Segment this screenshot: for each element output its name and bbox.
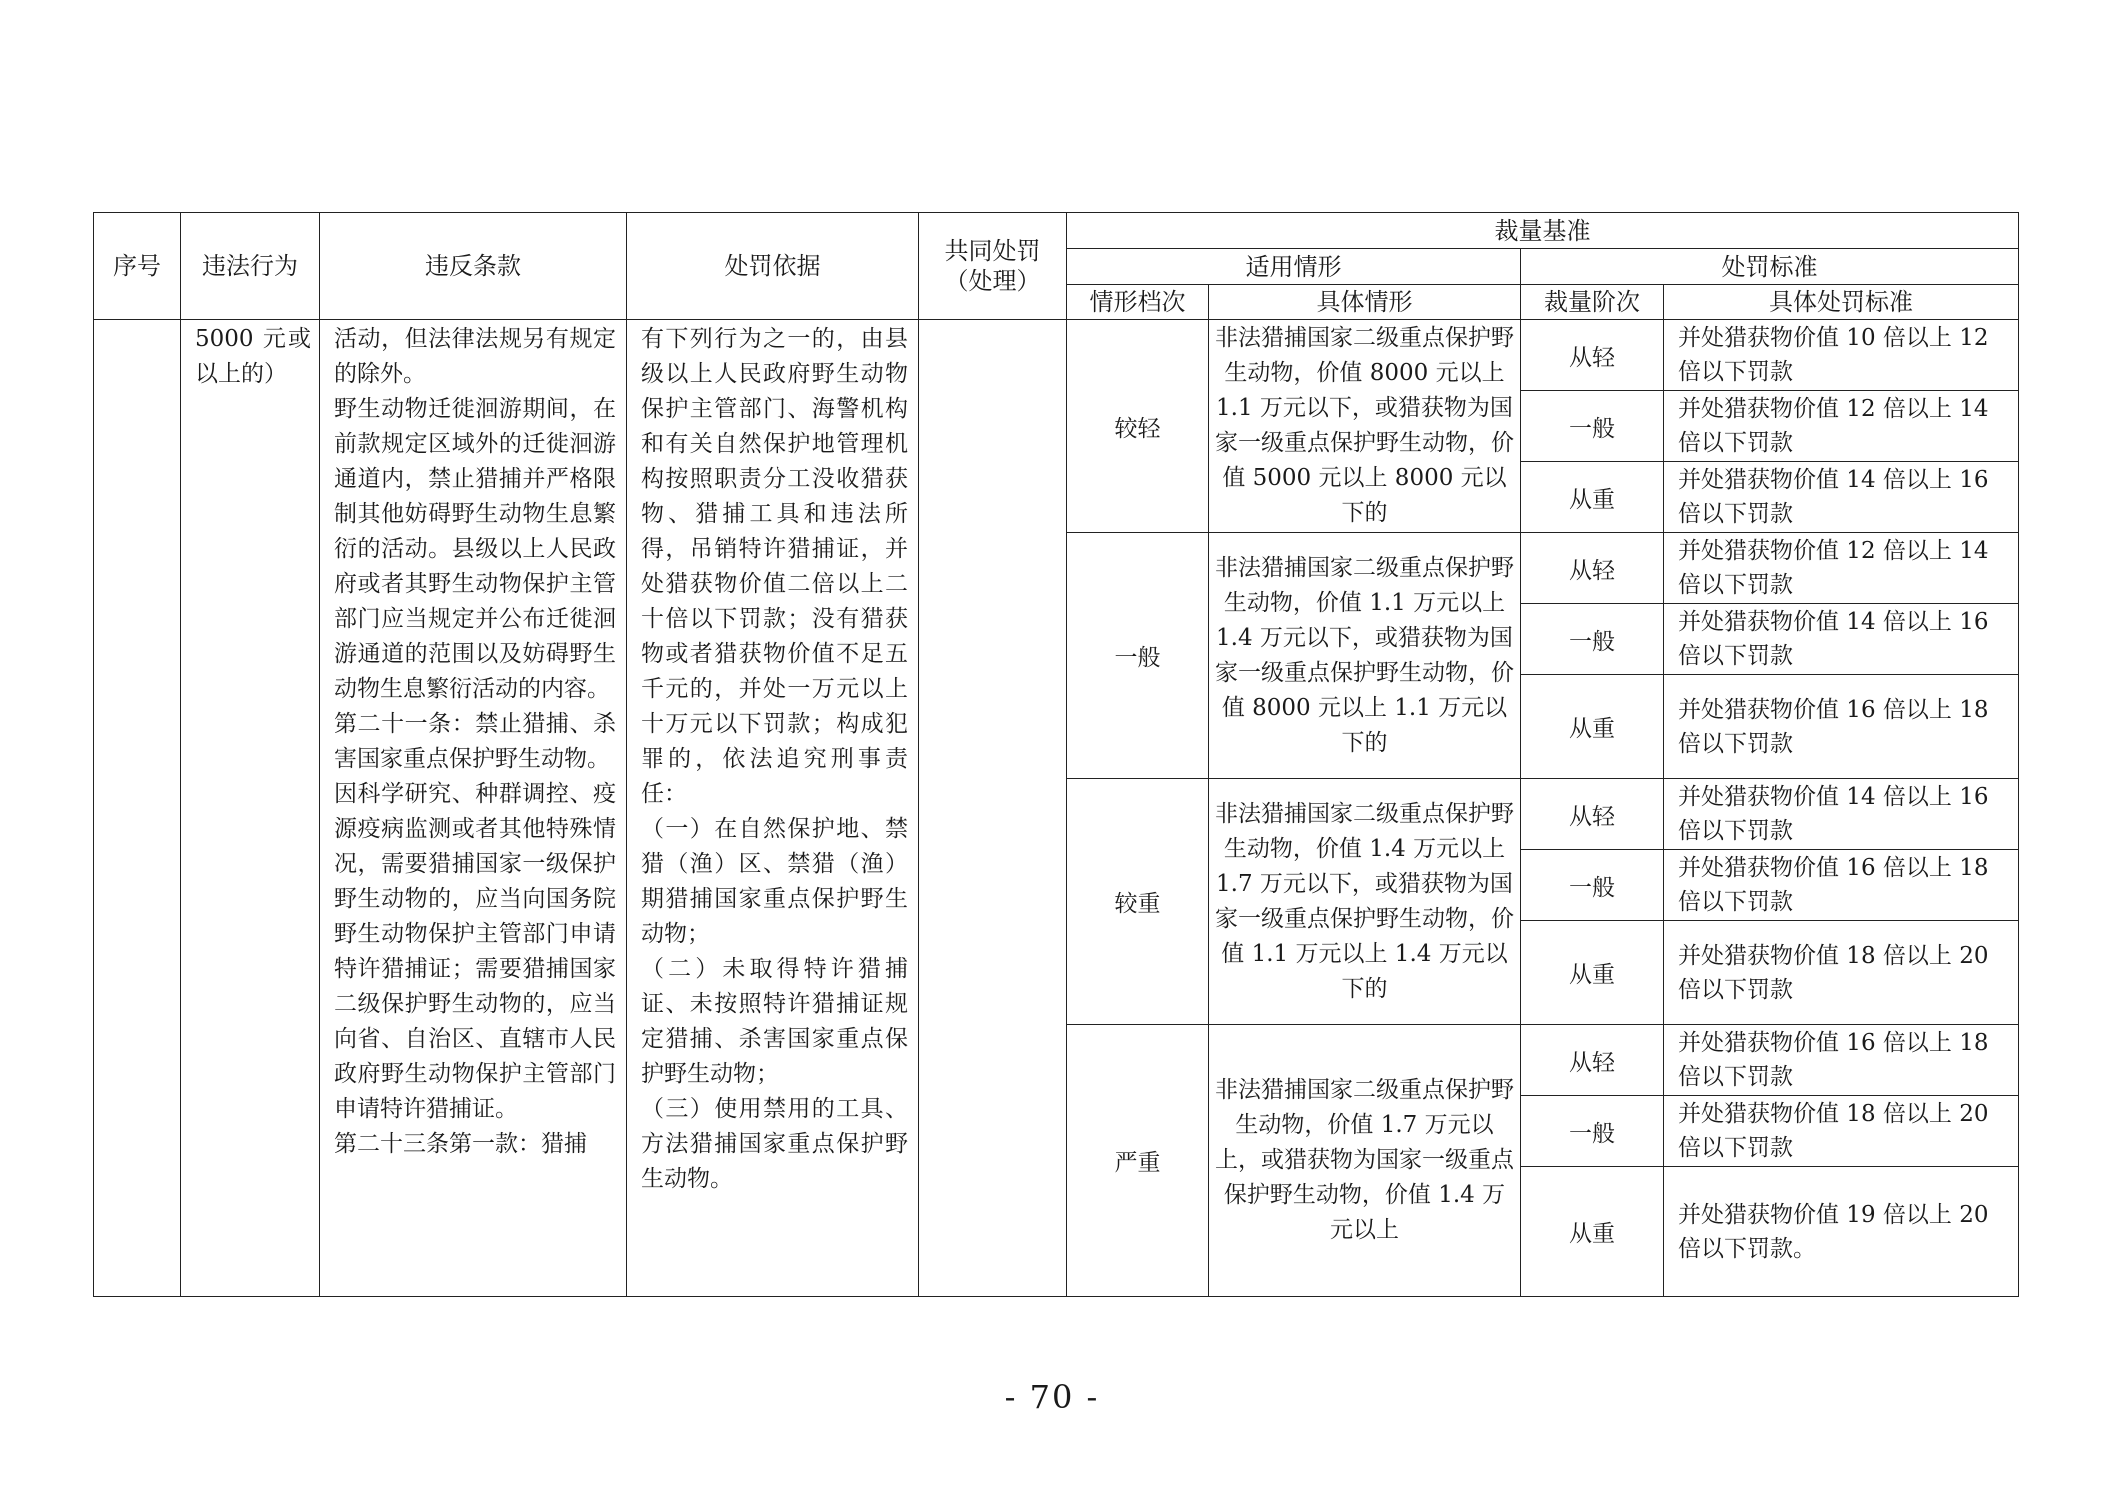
grade-label: 严重 [1067, 1025, 1209, 1297]
cell-basis: 有下列行为之一的，由县级以上人民政府野生动物保护主管部门、海警机构和有关自然保护地管理机构按照职责分工没收猎获物、猎捕工具和违法所得，吊销特许猎捕证，并处猎获物价值二倍以上二十倍以下罚款；没有猎获物或者猎获物价值不足五千元的，并处一万元以上十万元以下罚款；构成犯罪的，依法追究刑事责任： （一）在自然保护地、禁猎（渔）区、禁猎（渔）期猎捕国家重点保护野生动物； （二）未取得特许猎捕证、未按照特许猎捕证规定猎捕、杀害国家重点保护野生动物； （三）使用禁用的工具、方法猎捕国家重点保护野生动物。 [627, 320, 919, 1297]
penalty-text: 并处猎获物价值 14 倍以上 16 倍以下罚款 [1664, 604, 2019, 675]
situation-text: 非法猎捕国家二级重点保护野生动物，价值 1.1 万元以上 1.4 万元以下，或猎获物为国家一级重点保护野生动物，价值 8000 元以上 1.1 万元以下的 [1209, 533, 1521, 779]
header-applicable: 适用情形 [1067, 249, 1521, 285]
level-label: 从重 [1521, 462, 1664, 533]
penalty-text: 并处猎获物价值 10 倍以上 12 倍以下罚款 [1664, 320, 2019, 391]
level-label: 一般 [1521, 850, 1664, 921]
header-grade: 情形档次 [1067, 285, 1209, 320]
header-article: 违反条款 [320, 213, 627, 320]
header-level: 裁量阶次 [1521, 285, 1664, 320]
cell-seq [94, 320, 181, 1297]
cell-violation: 5000 元或以上的） [181, 320, 320, 1297]
header-common: 共同处罚（处理） [919, 213, 1067, 320]
penalty-text: 并处猎获物价值 14 倍以上 16 倍以下罚款 [1664, 779, 2019, 850]
grade-label: 一般 [1067, 533, 1209, 779]
level-label: 从轻 [1521, 779, 1664, 850]
cell-common [919, 320, 1067, 1297]
grade-label: 较重 [1067, 779, 1209, 1025]
penalty-text: 并处猎获物价值 18 倍以上 20 倍以下罚款 [1664, 1096, 2019, 1167]
header-violation: 违法行为 [181, 213, 320, 320]
penalty-text: 并处猎获物价值 12 倍以上 14 倍以下罚款 [1664, 533, 2019, 604]
header-discretion: 裁量基准 [1067, 213, 2019, 249]
penalty-text: 并处猎获物价值 14 倍以上 16 倍以下罚款 [1664, 462, 2019, 533]
table-row [94, 320, 2019, 391]
grade-label: 较轻 [1067, 320, 1209, 533]
situation-text: 非法猎捕国家二级重点保护野生动物，价值 1.4 万元以上 1.7 万元以下，或猎获物为国家一级重点保护野生动物，价值 1.1 万元以上 1.4 万元以下的 [1209, 779, 1521, 1025]
penalty-text: 并处猎获物价值 19 倍以上 20 倍以下罚款。 [1664, 1167, 2019, 1297]
header-specific: 具体情形 [1209, 285, 1521, 320]
level-label: 从轻 [1521, 533, 1664, 604]
situation-text: 非法猎捕国家二级重点保护野生动物，价值 8000 元以上 1.1 万元以下，或猎获物为国家一级重点保护野生动物，价值 5000 元以上 8000 元以下的 [1209, 320, 1521, 533]
penalty-text: 并处猎获物价值 12 倍以上 14 倍以下罚款 [1664, 391, 2019, 462]
header-seq: 序号 [94, 213, 181, 320]
penalty-text: 并处猎获物价值 16 倍以上 18 倍以下罚款 [1664, 1025, 2019, 1096]
level-label: 从重 [1521, 1167, 1664, 1297]
situation-text: 非法猎捕国家二级重点保护野生动物，价值 1.7 万元以上，或猎获物为国家一级重点保护野生动物，价值 1.4 万元以上 [1209, 1025, 1521, 1297]
level-label: 从重 [1521, 921, 1664, 1025]
penalty-text: 并处猎获物价值 16 倍以上 18 倍以下罚款 [1664, 850, 2019, 921]
level-label: 从重 [1521, 675, 1664, 779]
penalty-text: 并处猎获物价值 18 倍以上 20 倍以下罚款 [1664, 921, 2019, 1025]
header-penalty-standard: 处罚标准 [1521, 249, 2019, 285]
level-label: 从轻 [1521, 320, 1664, 391]
cell-article: 活动，但法律法规另有规定的除外。 野生动物迁徙洄游期间，在前款规定区域外的迁徙洄游通道内，禁止猎捕并严格限制其他妨碍野生动物生息繁衍的活动。县级以上人民政府或者其野生动物保护主管部门应当规定并公布迁徙洄游通道的范围以及妨碍野生动物生息繁衍活动的内容。 第二十一条：禁止猎捕、杀害国家重点保护野生动物。 因科学研究、种群调控、疫源疫病监测或者其他特殊情况，需要猎捕国家一级保护野生动物的，应当向国务院野生动物保护主管部门申请特许猎捕证；需要猎捕国家二级保护野生动物的，应当向省、自治区、直辖市人民政府野生动物保护主管部门申请特许猎捕证。 第二十三条第一款：猎捕 [320, 320, 627, 1297]
level-label: 一般 [1521, 1096, 1664, 1167]
level-label: 一般 [1521, 391, 1664, 462]
level-label: 从轻 [1521, 1025, 1664, 1096]
page-number: - 70 - [1004, 1378, 1100, 1416]
penalty-discretion-table [93, 212, 2019, 1297]
level-label: 一般 [1521, 604, 1664, 675]
penalty-text: 并处猎获物价值 16 倍以上 18 倍以下罚款 [1664, 675, 2019, 779]
header-specific-penalty: 具体处罚标准 [1664, 285, 2019, 320]
header-basis: 处罚依据 [627, 213, 919, 320]
